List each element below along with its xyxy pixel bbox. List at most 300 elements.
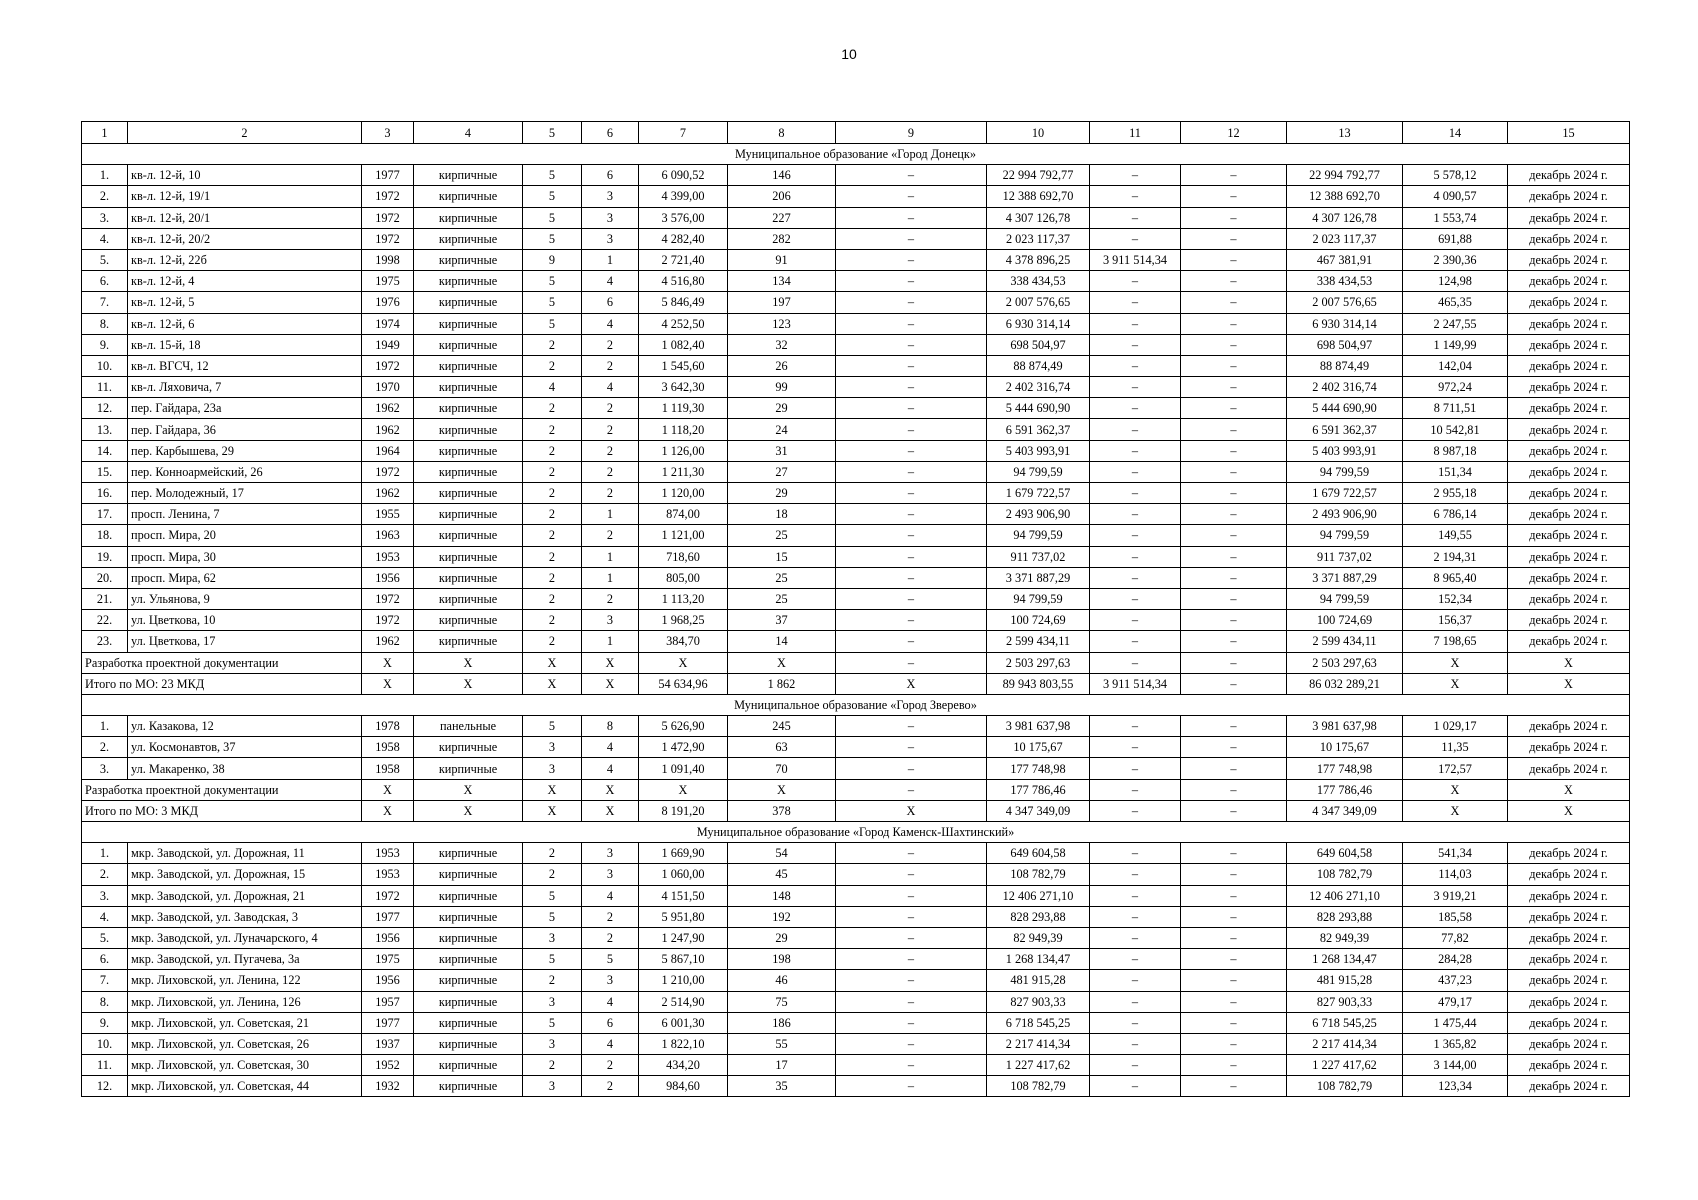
cell-col-2: кв-л. 12-й, 10: [128, 165, 362, 186]
cell-col-11: –: [1090, 398, 1181, 419]
cell-col-13: 100 724,69: [1287, 610, 1403, 631]
cell-col-10: 5 403 993,91: [987, 440, 1090, 461]
cell-col-8: 192: [728, 906, 836, 927]
cell-col-12: –: [1181, 991, 1287, 1012]
cell-col-7: 5 867,10: [639, 949, 728, 970]
cell-col-1: 18.: [82, 525, 128, 546]
cell-col-7: 984,60: [639, 1076, 728, 1097]
cell-col-6: X: [582, 800, 639, 821]
cell-col-6: 6: [582, 292, 639, 313]
cell-col-11: –: [1090, 652, 1181, 673]
cell-col-11: –: [1090, 355, 1181, 376]
cell-col-3: 1974: [362, 313, 414, 334]
cell-col-10: 1 227 417,62: [987, 1055, 1090, 1076]
cell-col-9: –: [836, 588, 987, 609]
cell-col-10: 481 915,28: [987, 970, 1090, 991]
cell-col-3: 1972: [362, 186, 414, 207]
cell-col-13: 3 371 887,29: [1287, 567, 1403, 588]
cell-col-5: 2: [523, 504, 582, 525]
cell-col-1: 1.: [82, 165, 128, 186]
cell-col-3: 1964: [362, 440, 414, 461]
table-row: [82, 292, 1630, 313]
cell-col-4: кирпичные: [414, 292, 523, 313]
cell-col-10: 100 724,69: [987, 610, 1090, 631]
cell-col-7: X: [639, 652, 728, 673]
cell-col-1: 4.: [82, 906, 128, 927]
cell-col-2: кв-л. 12-й, 22б: [128, 249, 362, 270]
cell-col-14: 77,82: [1403, 927, 1508, 948]
cell-col-2: мкр. Заводской, ул. Луначарского, 4: [128, 927, 362, 948]
cell-col-8: 148: [728, 885, 836, 906]
cell-col-7: 8 191,20: [639, 800, 728, 821]
cell-col-14: 152,34: [1403, 588, 1508, 609]
cell-col-15: X: [1508, 673, 1630, 694]
column-header-8: 8: [728, 122, 836, 144]
cell-col-12: –: [1181, 843, 1287, 864]
table-row: [82, 1055, 1630, 1076]
cell-col-9: –: [836, 207, 987, 228]
cell-col-13: 3 981 637,98: [1287, 716, 1403, 737]
cell-col-13: 108 782,79: [1287, 864, 1403, 885]
cell-col-4: кирпичные: [414, 610, 523, 631]
cell-col-11: –: [1090, 758, 1181, 779]
cell-col-2: ул. Космонавтов, 37: [128, 737, 362, 758]
column-header-15: 15: [1508, 122, 1630, 144]
cell-col-11: –: [1090, 588, 1181, 609]
cell-col-14: 8 965,40: [1403, 567, 1508, 588]
column-header-5: 5: [523, 122, 582, 144]
cell-col-15: декабрь 2024 г.: [1508, 440, 1630, 461]
cell-col-7: 718,60: [639, 546, 728, 567]
cell-col-5: 2: [523, 355, 582, 376]
cell-col-12: –: [1181, 249, 1287, 270]
cell-col-3: 1952: [362, 1055, 414, 1076]
cell-col-12: –: [1181, 567, 1287, 588]
cell-col-8: 198: [728, 949, 836, 970]
cell-col-7: 434,20: [639, 1055, 728, 1076]
cell-col-13: 2 217 414,34: [1287, 1033, 1403, 1054]
cell-col-6: 3: [582, 207, 639, 228]
cell-col-8: 18: [728, 504, 836, 525]
cell-col-1: 13.: [82, 419, 128, 440]
cell-col-2: кв-л. 12-й, 6: [128, 313, 362, 334]
cell-col-8: 197: [728, 292, 836, 313]
cell-col-5: 5: [523, 228, 582, 249]
cell-col-15: декабрь 2024 г.: [1508, 228, 1630, 249]
section-row: [82, 822, 1630, 843]
cell-col-1: 4.: [82, 228, 128, 249]
cell-col-8: 123: [728, 313, 836, 334]
cell-col-3: 1975: [362, 949, 414, 970]
cell-col-6: 2: [582, 440, 639, 461]
cell-col-10: 94 799,59: [987, 588, 1090, 609]
cell-col-11: 3 911 514,34: [1090, 249, 1181, 270]
cell-col-2: пер. Карбышева, 29: [128, 440, 362, 461]
row-label: Разработка проектной документации: [82, 779, 362, 800]
cell-col-1: 6.: [82, 271, 128, 292]
cell-col-9: –: [836, 631, 987, 652]
cell-col-4: кирпичные: [414, 440, 523, 461]
row-label: Итого по МО: 3 МКД: [82, 800, 362, 821]
cell-col-4: кирпичные: [414, 631, 523, 652]
cell-col-8: 27: [728, 461, 836, 482]
cell-col-6: 4: [582, 885, 639, 906]
column-header-4: 4: [414, 122, 523, 144]
cell-col-15: X: [1508, 800, 1630, 821]
column-header-2: 2: [128, 122, 362, 144]
cell-col-11: –: [1090, 631, 1181, 652]
cell-col-10: 3 371 887,29: [987, 567, 1090, 588]
cell-col-13: 6 591 362,37: [1287, 419, 1403, 440]
cell-col-2: пер. Конноармейский, 26: [128, 461, 362, 482]
cell-col-11: –: [1090, 271, 1181, 292]
table-row: [82, 588, 1630, 609]
table-row: [82, 313, 1630, 334]
cell-col-13: 94 799,59: [1287, 588, 1403, 609]
cell-col-10: 827 903,33: [987, 991, 1090, 1012]
table-row: [82, 885, 1630, 906]
table-row: [82, 207, 1630, 228]
cell-col-5: 3: [523, 1033, 582, 1054]
cell-col-15: декабрь 2024 г.: [1508, 461, 1630, 482]
section-title: Муниципальное образование «Город Зверево»: [82, 694, 1630, 715]
cell-col-7: 1 126,00: [639, 440, 728, 461]
cell-col-15: декабрь 2024 г.: [1508, 525, 1630, 546]
cell-col-7: 1 091,40: [639, 758, 728, 779]
cell-col-7: 1 118,20: [639, 419, 728, 440]
cell-col-11: –: [1090, 1012, 1181, 1033]
cell-col-12: –: [1181, 1033, 1287, 1054]
cell-col-9: –: [836, 991, 987, 1012]
cell-col-3: X: [362, 779, 414, 800]
cell-col-3: 1958: [362, 737, 414, 758]
cell-col-8: X: [728, 779, 836, 800]
cell-col-7: 805,00: [639, 567, 728, 588]
cell-col-11: –: [1090, 186, 1181, 207]
cell-col-2: кв-л. 12-й, 20/1: [128, 207, 362, 228]
cell-col-9: X: [836, 800, 987, 821]
cell-col-2: кв-л. 12-й, 4: [128, 271, 362, 292]
cell-col-14: 465,35: [1403, 292, 1508, 313]
cell-col-15: декабрь 2024 г.: [1508, 271, 1630, 292]
cell-col-2: просп. Мира, 20: [128, 525, 362, 546]
cell-col-9: –: [836, 165, 987, 186]
cell-col-13: 88 874,49: [1287, 355, 1403, 376]
table-row: [82, 843, 1630, 864]
cell-col-7: 1 060,00: [639, 864, 728, 885]
cell-col-2: ул. Цветкова, 17: [128, 631, 362, 652]
cell-col-1: 14.: [82, 440, 128, 461]
cell-col-11: –: [1090, 483, 1181, 504]
table-row: [82, 567, 1630, 588]
cell-col-14: 10 542,81: [1403, 419, 1508, 440]
cell-col-6: 4: [582, 758, 639, 779]
cell-col-5: 2: [523, 588, 582, 609]
cell-col-10: 12 388 692,70: [987, 186, 1090, 207]
cell-col-11: –: [1090, 546, 1181, 567]
cell-col-9: –: [836, 355, 987, 376]
cell-col-13: 649 604,58: [1287, 843, 1403, 864]
cell-col-11: –: [1090, 885, 1181, 906]
cell-col-5: 2: [523, 398, 582, 419]
table-row: [82, 610, 1630, 631]
cell-col-2: ул. Цветкова, 10: [128, 610, 362, 631]
cell-col-1: 1.: [82, 716, 128, 737]
cell-col-10: 2 402 316,74: [987, 377, 1090, 398]
table-row: [82, 906, 1630, 927]
cell-col-14: 972,24: [1403, 377, 1508, 398]
cell-col-5: 2: [523, 440, 582, 461]
cell-col-2: мкр. Лиховской, ул. Советская, 44: [128, 1076, 362, 1097]
cell-col-8: 46: [728, 970, 836, 991]
cell-col-4: кирпичные: [414, 419, 523, 440]
cell-col-12: –: [1181, 313, 1287, 334]
cell-col-5: 5: [523, 716, 582, 737]
table-row: [82, 504, 1630, 525]
cell-col-3: 1972: [362, 610, 414, 631]
cell-col-12: –: [1181, 165, 1287, 186]
cell-col-2: кв-л. 15-й, 18: [128, 334, 362, 355]
row-label: Итого по МО: 23 МКД: [82, 673, 362, 694]
cell-col-3: 1956: [362, 927, 414, 948]
cell-col-5: 2: [523, 461, 582, 482]
cell-col-4: кирпичные: [414, 885, 523, 906]
cell-col-8: 91: [728, 249, 836, 270]
cell-col-4: кирпичные: [414, 588, 523, 609]
cell-col-10: 828 293,88: [987, 906, 1090, 927]
cell-col-10: 2 217 414,34: [987, 1033, 1090, 1054]
cell-col-5: 2: [523, 631, 582, 652]
cell-col-7: 1 669,90: [639, 843, 728, 864]
cell-col-5: X: [523, 779, 582, 800]
cell-col-7: 4 252,50: [639, 313, 728, 334]
cell-col-5: 5: [523, 1012, 582, 1033]
cell-col-15: декабрь 2024 г.: [1508, 927, 1630, 948]
cell-col-12: –: [1181, 440, 1287, 461]
cell-col-10: 649 604,58: [987, 843, 1090, 864]
cell-col-15: декабрь 2024 г.: [1508, 843, 1630, 864]
cell-col-5: 5: [523, 165, 582, 186]
cell-col-13: 2 493 906,90: [1287, 504, 1403, 525]
cell-col-14: 1 475,44: [1403, 1012, 1508, 1033]
cell-col-2: мкр. Заводской, ул. Дорожная, 15: [128, 864, 362, 885]
cell-col-8: 45: [728, 864, 836, 885]
cell-col-11: –: [1090, 334, 1181, 355]
cell-col-9: X: [836, 673, 987, 694]
cell-col-13: 108 782,79: [1287, 1076, 1403, 1097]
cell-col-8: 32: [728, 334, 836, 355]
cell-col-6: 2: [582, 355, 639, 376]
cell-col-13: 2 503 297,63: [1287, 652, 1403, 673]
cell-col-12: –: [1181, 927, 1287, 948]
cell-col-10: 2 023 117,37: [987, 228, 1090, 249]
cell-col-13: 4 307 126,78: [1287, 207, 1403, 228]
cell-col-7: 5 626,90: [639, 716, 728, 737]
cell-col-12: –: [1181, 631, 1287, 652]
cell-col-1: 23.: [82, 631, 128, 652]
cell-col-9: –: [836, 1076, 987, 1097]
cell-col-4: кирпичные: [414, 1012, 523, 1033]
cell-col-4: кирпичные: [414, 461, 523, 482]
cell-col-5: 5: [523, 292, 582, 313]
cell-col-14: 3 144,00: [1403, 1055, 1508, 1076]
cell-col-12: –: [1181, 610, 1287, 631]
cell-col-12: –: [1181, 292, 1287, 313]
cell-col-10: 1 268 134,47: [987, 949, 1090, 970]
section-title: Муниципальное образование «Город Донецк»: [82, 144, 1630, 165]
cell-col-9: –: [836, 525, 987, 546]
cell-col-14: X: [1403, 673, 1508, 694]
cell-col-9: –: [836, 1055, 987, 1076]
cell-col-15: декабрь 2024 г.: [1508, 546, 1630, 567]
table-row: [82, 228, 1630, 249]
cell-col-12: –: [1181, 483, 1287, 504]
cell-col-10: 6 591 362,37: [987, 419, 1090, 440]
cell-col-6: 1: [582, 546, 639, 567]
cell-col-4: кирпичные: [414, 567, 523, 588]
cell-col-6: X: [582, 673, 639, 694]
cell-col-3: 1963: [362, 525, 414, 546]
cell-col-15: декабрь 2024 г.: [1508, 483, 1630, 504]
cell-col-3: 1956: [362, 567, 414, 588]
cell-col-4: кирпичные: [414, 186, 523, 207]
cell-col-3: X: [362, 652, 414, 673]
cell-col-14: 3 919,21: [1403, 885, 1508, 906]
table-row: [82, 864, 1630, 885]
cell-col-7: 5 846,49: [639, 292, 728, 313]
table-row: [82, 525, 1630, 546]
cell-col-4: X: [414, 652, 523, 673]
cell-col-6: 2: [582, 483, 639, 504]
cell-col-13: 2 402 316,74: [1287, 377, 1403, 398]
cell-col-11: –: [1090, 716, 1181, 737]
cell-col-9: –: [836, 440, 987, 461]
cell-col-9: –: [836, 1012, 987, 1033]
cell-col-7: 54 634,96: [639, 673, 728, 694]
cell-col-11: –: [1090, 927, 1181, 948]
cell-col-13: 5 403 993,91: [1287, 440, 1403, 461]
cell-col-12: –: [1181, 1012, 1287, 1033]
cell-col-15: декабрь 2024 г.: [1508, 906, 1630, 927]
cell-col-5: 5: [523, 885, 582, 906]
cell-col-4: кирпичные: [414, 207, 523, 228]
cell-col-4: кирпичные: [414, 1033, 523, 1054]
cell-col-13: 1 268 134,47: [1287, 949, 1403, 970]
cell-col-9: –: [836, 546, 987, 567]
cell-col-15: декабрь 2024 г.: [1508, 864, 1630, 885]
cell-col-11: –: [1090, 800, 1181, 821]
cell-col-7: 5 951,80: [639, 906, 728, 927]
cell-col-9: –: [836, 483, 987, 504]
cell-col-8: 75: [728, 991, 836, 1012]
cell-col-5: 2: [523, 1055, 582, 1076]
cell-col-6: 3: [582, 864, 639, 885]
cell-col-6: 2: [582, 906, 639, 927]
cell-col-11: 3 911 514,34: [1090, 673, 1181, 694]
cell-col-2: просп. Мира, 30: [128, 546, 362, 567]
cell-col-6: 4: [582, 271, 639, 292]
cell-col-14: 2 194,31: [1403, 546, 1508, 567]
cell-col-15: декабрь 2024 г.: [1508, 588, 1630, 609]
cell-col-6: 1: [582, 631, 639, 652]
cell-col-4: кирпичные: [414, 313, 523, 334]
cell-col-9: –: [836, 927, 987, 948]
cell-col-8: X: [728, 652, 836, 673]
cell-col-6: 1: [582, 567, 639, 588]
cell-col-4: кирпичные: [414, 483, 523, 504]
cell-col-7: 2 514,90: [639, 991, 728, 1012]
cell-col-10: 911 737,02: [987, 546, 1090, 567]
cell-col-4: кирпичные: [414, 864, 523, 885]
cell-col-3: 1970: [362, 377, 414, 398]
row-label: Разработка проектной документации: [82, 652, 362, 673]
cell-col-3: 1977: [362, 906, 414, 927]
cell-col-11: –: [1090, 991, 1181, 1012]
cell-col-1: 7.: [82, 292, 128, 313]
cell-col-15: декабрь 2024 г.: [1508, 165, 1630, 186]
cell-col-12: –: [1181, 906, 1287, 927]
cell-col-4: кирпичные: [414, 843, 523, 864]
cell-col-2: пер. Молодежный, 17: [128, 483, 362, 504]
cell-col-15: декабрь 2024 г.: [1508, 1012, 1630, 1033]
cell-col-2: ул. Казакова, 12: [128, 716, 362, 737]
cell-col-8: 25: [728, 567, 836, 588]
cell-col-5: X: [523, 800, 582, 821]
cell-col-11: –: [1090, 228, 1181, 249]
cell-col-13: 911 737,02: [1287, 546, 1403, 567]
cell-col-6: 8: [582, 716, 639, 737]
table-row: [82, 355, 1630, 376]
cell-col-15: декабрь 2024 г.: [1508, 377, 1630, 398]
cell-col-6: X: [582, 779, 639, 800]
cell-col-3: 1953: [362, 864, 414, 885]
cell-col-14: 4 090,57: [1403, 186, 1508, 207]
cell-col-7: 4 399,00: [639, 186, 728, 207]
cell-col-14: 2 247,55: [1403, 313, 1508, 334]
cell-col-12: –: [1181, 398, 1287, 419]
cell-col-8: 26: [728, 355, 836, 376]
cell-col-13: 338 434,53: [1287, 271, 1403, 292]
total-row: [82, 673, 1630, 694]
cell-col-11: –: [1090, 970, 1181, 991]
column-header-9: 9: [836, 122, 987, 144]
cell-col-10: 3 981 637,98: [987, 716, 1090, 737]
cell-col-4: X: [414, 779, 523, 800]
cell-col-2: мкр. Лиховской, ул. Советская, 26: [128, 1033, 362, 1054]
cell-col-14: 156,37: [1403, 610, 1508, 631]
cell-col-10: 2 599 434,11: [987, 631, 1090, 652]
cell-col-5: 2: [523, 610, 582, 631]
cell-col-3: 1962: [362, 398, 414, 419]
cell-col-11: –: [1090, 906, 1181, 927]
cell-col-7: 1 211,30: [639, 461, 728, 482]
cell-col-3: 1998: [362, 249, 414, 270]
cell-col-3: 1978: [362, 716, 414, 737]
cell-col-15: декабрь 2024 г.: [1508, 186, 1630, 207]
cell-col-4: кирпичные: [414, 271, 523, 292]
cell-col-8: 70: [728, 758, 836, 779]
cell-col-2: кв-л. 12-й, 19/1: [128, 186, 362, 207]
cell-col-8: 25: [728, 588, 836, 609]
table-row: [82, 419, 1630, 440]
cell-col-11: –: [1090, 610, 1181, 631]
table-row: [82, 165, 1630, 186]
cell-col-2: мкр. Заводской, ул. Дорожная, 21: [128, 885, 362, 906]
cell-col-2: просп. Ленина, 7: [128, 504, 362, 525]
cell-col-4: кирпичные: [414, 758, 523, 779]
cell-col-12: –: [1181, 546, 1287, 567]
cell-col-13: 2 023 117,37: [1287, 228, 1403, 249]
